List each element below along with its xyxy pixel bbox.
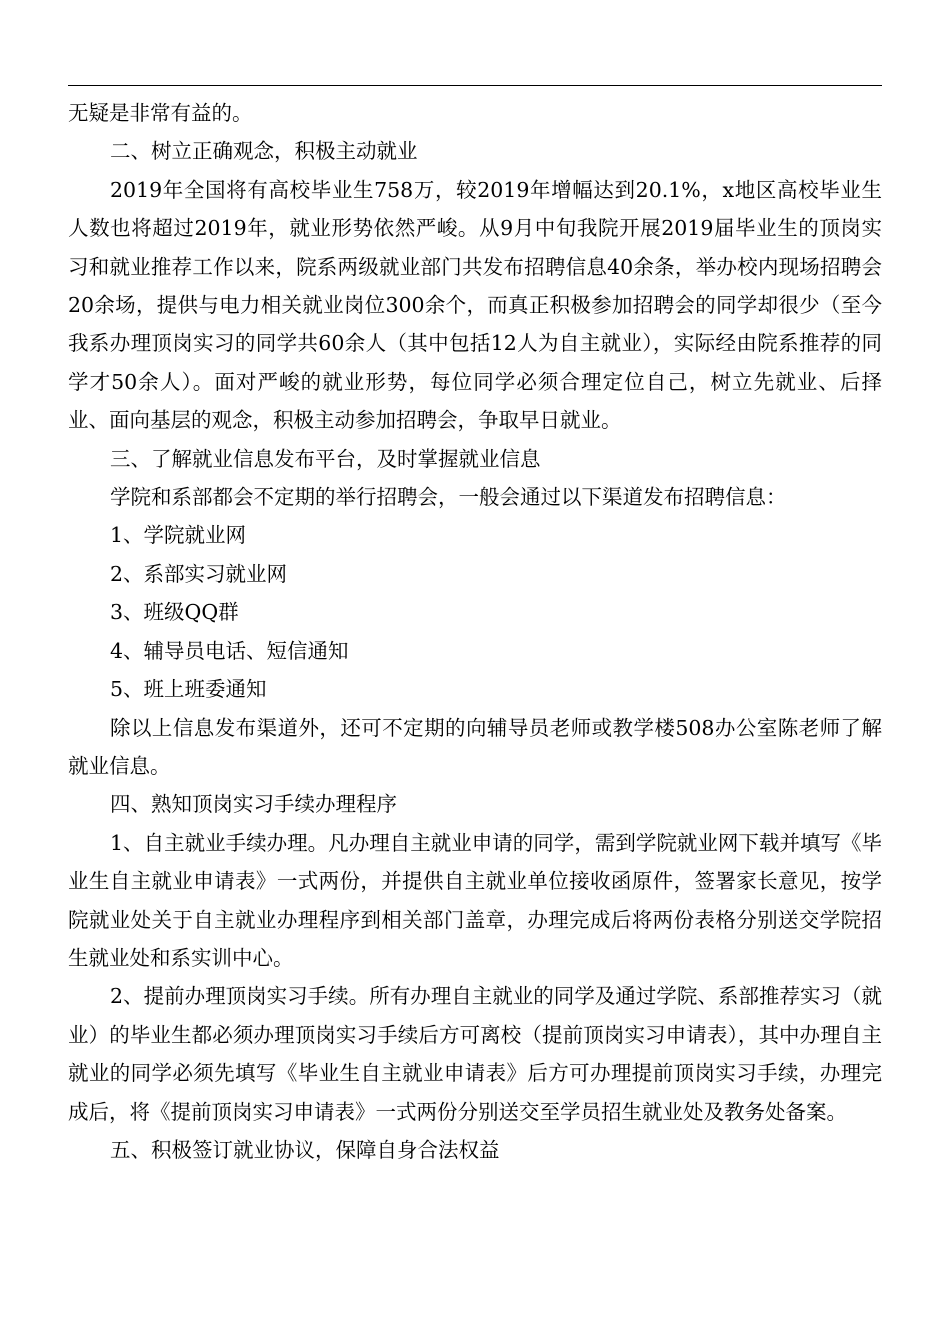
section-heading: 五、积极签订就业协议，保障自身合法权益 [110,1137,500,1162]
list-item: 3、班级QQ群 [110,600,239,625]
paragraph: 无疑是非常有益的。 [68,101,253,125]
document-body [68,94,882,1169]
list-item: 2、系部实习就业网 [110,561,288,586]
paragraph: 2019年全国将有高校毕业生758万，较2019年增幅达到20.1%，x地区高校毕业生人数也将超过2019年，就业形势依然严峻。从9月中旬我院开展2019届毕业生的顶岗实习和就业推荐工作以来，院系两级就业部门共发布招聘信息40余条，举办校内现场招聘会20余场，提供与电力相关就业岗位300余个，而真正积极参加招聘会的同学却很少（至今我系办理顶岗实习的同学共60余人（其中包括12人为自主就业），实际经由院系推荐的同学才50余人）。面对严峻的就业形势，每位同学必须合理定位自己，树立先就业、后择业、面向基层的观念，积极主动参加招聘会，争取早日就业。 [68,177,882,433]
section-heading: 二、树立正确观念，积极主动就业 [110,139,418,164]
paragraph: 学院和系部都会不定期的举行招聘会，一般会通过以下渠道发布招聘信息： [110,485,787,510]
header-rule [68,85,882,86]
section-heading: 三、了解就业信息发布平台，及时掌握就业信息 [110,446,541,471]
list-item: 1、学院就业网 [110,523,247,548]
section-heading: 四、熟知顶岗实习手续办理程序 [110,792,397,817]
list-item: 4、辅导员电话、短信通知 [110,638,349,663]
paragraph: 2、提前办理顶岗实习手续。所有办理自主就业的同学及通过学院、系部推荐实习（就业）的毕业生都必须办理顶岗实习手续后方可离校（提前顶岗实习申请表），其中办理自主就业的同学必须先填写《毕业生自主就业申请表》后方可办理提前顶岗实习手续，办理完成后，将《提前顶岗实习申请表》一式两份分别送交至学员招生就业处及教务处备案。 [68,984,882,1124]
paragraph: 1、自主就业手续办理。凡办理自主就业申请的同学，需到学院就业网下载并填写《毕业生自主就业申请表》一式两份，并提供自主就业单位接收函原件，签署家长意见，按学院就业处关于自主就业办理程序到相关部门盖章，办理完成后将两份表格分别送交学院招生就业处和系实训中心。 [68,830,882,970]
list-item: 5、班上班委通知 [110,677,267,702]
paragraph: 除以上信息发布渠道外，还可不定期的向辅导员老师或教学楼508办公室陈老师了解就业信息。 [68,715,882,778]
